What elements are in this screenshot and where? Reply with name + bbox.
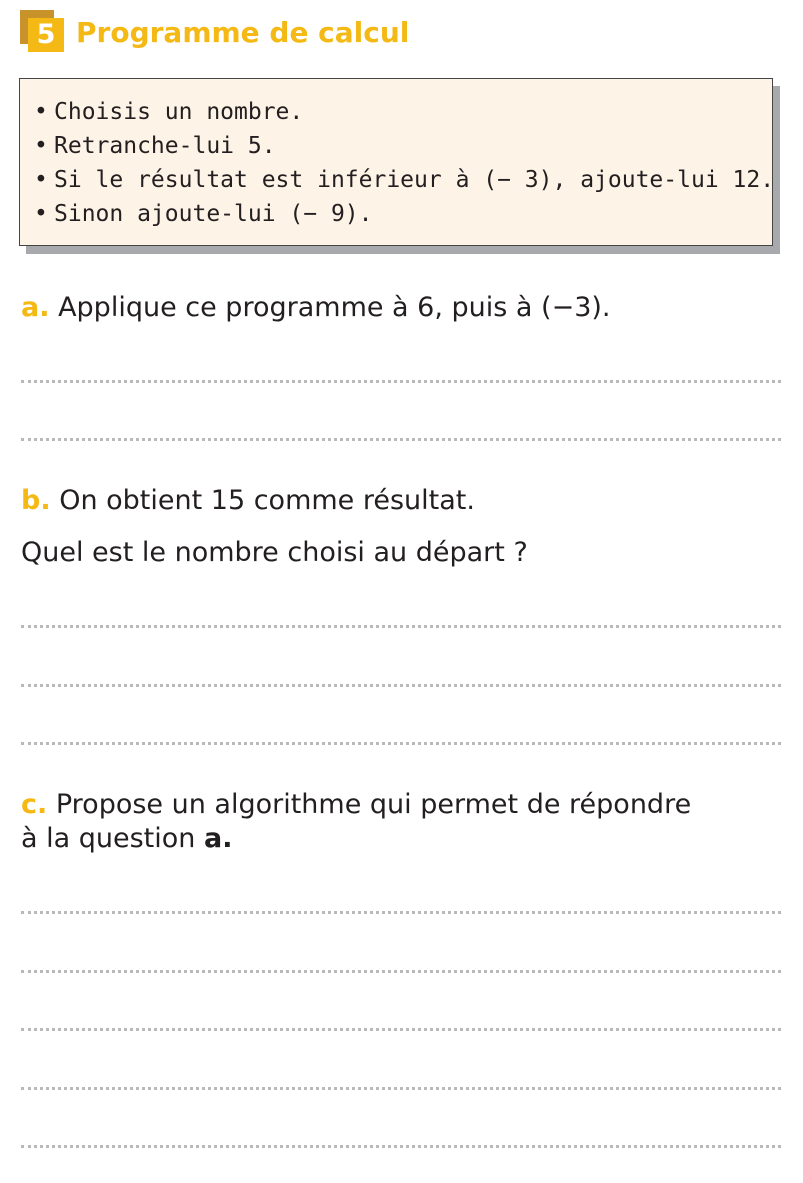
exercise-title: Programme de calcul — [76, 16, 410, 49]
bullet-icon: • — [34, 167, 48, 193]
question-letter: c. — [21, 789, 48, 820]
question-c — [21, 787, 691, 823]
program-step-text: Sinon ajoute-lui (− 9). — [54, 201, 373, 227]
program-step — [34, 95, 772, 129]
program-step — [34, 129, 772, 163]
question-text: à la question — [21, 823, 204, 854]
answer-line[interactable] — [21, 911, 781, 914]
exercise-header — [20, 10, 720, 54]
question-text: Applique ce programme à 6, puis à (−3). — [58, 292, 611, 323]
program-box — [19, 78, 773, 246]
question-c-line2 — [21, 821, 232, 857]
question-b — [21, 483, 475, 519]
answer-line[interactable] — [21, 742, 781, 745]
answer-line[interactable] — [21, 970, 781, 973]
program-steps — [20, 79, 775, 231]
question-b-line2 — [21, 535, 528, 571]
bullet-icon: • — [34, 201, 48, 227]
question-text: Propose un algorithme qui permet de répondre — [55, 789, 692, 820]
answer-line[interactable] — [21, 1028, 781, 1031]
answer-line[interactable] — [21, 684, 781, 687]
program-step-text: Choisis un nombre. — [54, 99, 304, 125]
answer-line[interactable] — [21, 1145, 781, 1148]
answer-line[interactable] — [21, 625, 781, 628]
program-step — [34, 197, 772, 231]
question-letter: b. — [21, 485, 51, 516]
bullet-icon: • — [34, 133, 48, 159]
bullet-icon: • — [34, 99, 48, 125]
answer-line[interactable] — [21, 380, 781, 383]
question-a — [21, 290, 611, 326]
program-step-text: Retranche-lui 5. — [54, 133, 276, 159]
question-text: Quel est le nombre choisi au départ ? — [21, 537, 528, 568]
question-letter: a. — [21, 292, 50, 323]
program-step — [34, 163, 775, 197]
question-text: On obtient 15 comme résultat. — [59, 485, 475, 516]
answer-line[interactable] — [21, 1087, 781, 1090]
exercise-number-badge — [20, 10, 64, 52]
answer-line[interactable] — [21, 438, 781, 441]
question-reference: a. — [204, 823, 233, 854]
program-step-text: Si le résultat est inférieur à (− 3), ajoute-lui 12. — [54, 167, 775, 193]
exercise-number: 5 — [28, 18, 64, 52]
